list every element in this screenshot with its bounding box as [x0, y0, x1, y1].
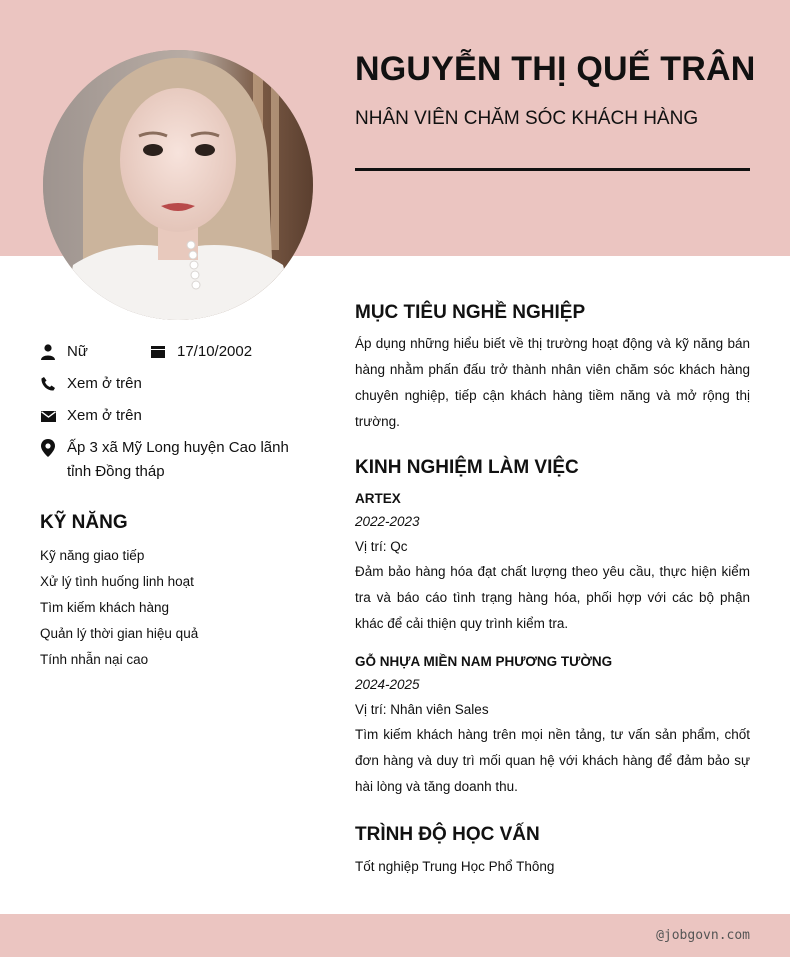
phone-row: [40, 372, 142, 396]
job-position: Vị trí: Qc: [355, 539, 408, 554]
job-description: Tìm kiếm khách hàng trên mọi nền tảng, tư vấn sản phẩm, chốt đơn hàng và duy trì mối quan hệ với khách hàng để đảm bảo sự hài lòng và tăng doanh thu.: [355, 727, 750, 794]
job-position: Vị trí: Nhân viên Sales: [355, 702, 489, 717]
education-heading: TRÌNH ĐỘ HỌC VẤN: [355, 824, 540, 845]
job-entry: [355, 652, 750, 800]
company-name: GỖ NHỰA MIỀN NAM PHƯƠNG TƯỜNG: [355, 654, 613, 669]
location-pin-icon: [40, 436, 56, 460]
job-description: Đảm bảo hàng hóa đạt chất lượng theo yêu cầu, thực hiện kiểm tra và báo cáo tình trạng hàng hóa, phối hợp với các bộ phận khác để cải thiện quy trình kiểm tra.: [355, 564, 750, 631]
skill-item: Tính nhẫn nại cao: [40, 652, 149, 667]
address-row: [40, 436, 307, 484]
footer-brand: @jobgovn.com: [656, 928, 750, 943]
address-value: Ấp 3 xã Mỹ Long huyện Cao lãnh tỉnh Đồng tháp: [67, 439, 289, 480]
mail-icon: [40, 404, 56, 428]
person-icon: [40, 340, 56, 364]
birthday-value: 17/10/2002: [177, 343, 253, 360]
candidate-name: NGUYỄN THỊ QUẾ TRÂN: [355, 50, 756, 88]
skill-item: Tìm kiếm khách hàng: [40, 600, 170, 615]
email-row: [40, 404, 142, 428]
job-entry: [355, 489, 750, 637]
skill-item: Kỹ năng giao tiếp: [40, 548, 145, 563]
calendar-icon: [150, 340, 166, 364]
company-name: ARTEX: [355, 491, 401, 506]
skills-heading: KỸ NĂNG: [40, 512, 128, 533]
objective-heading: MỤC TIÊU NGHỀ NGHIỆP: [355, 302, 586, 323]
gender-row: [40, 340, 88, 364]
profile-photo: [43, 50, 313, 320]
objective-text: Áp dụng những hiểu biết về thị trường hoạt động và kỹ năng bán hàng nhằm phấn đấu trở thành nhân viên chăm sóc khách hàng chuyên nghiệp, tiếp cận khách hàng tiềm năng và mở rộng thị trường.: [355, 336, 750, 429]
education-text: Tốt nghiệp Trung Học Phổ Thông: [355, 859, 555, 874]
skill-item: Xử lý tình huống linh hoạt: [40, 574, 194, 589]
skills-list: [40, 543, 198, 673]
email-value: Xem ở trên: [67, 407, 142, 424]
gender-value: Nữ: [67, 343, 88, 360]
main-content: [355, 300, 750, 880]
experience-heading: KINH NGHIỆM LÀM VIỆC: [355, 457, 579, 478]
skill-item: Quản lý thời gian hiệu quả: [40, 626, 199, 641]
birthday-row: [150, 340, 252, 364]
header-divider: [355, 168, 750, 171]
phone-icon: [40, 372, 56, 396]
phone-value: Xem ở trên: [67, 375, 142, 392]
job-period: 2022-2023: [355, 514, 420, 529]
job-period: 2024-2025: [355, 677, 420, 692]
job-title: NHÂN VIÊN CHĂM SÓC KHÁCH HÀNG: [355, 108, 699, 129]
